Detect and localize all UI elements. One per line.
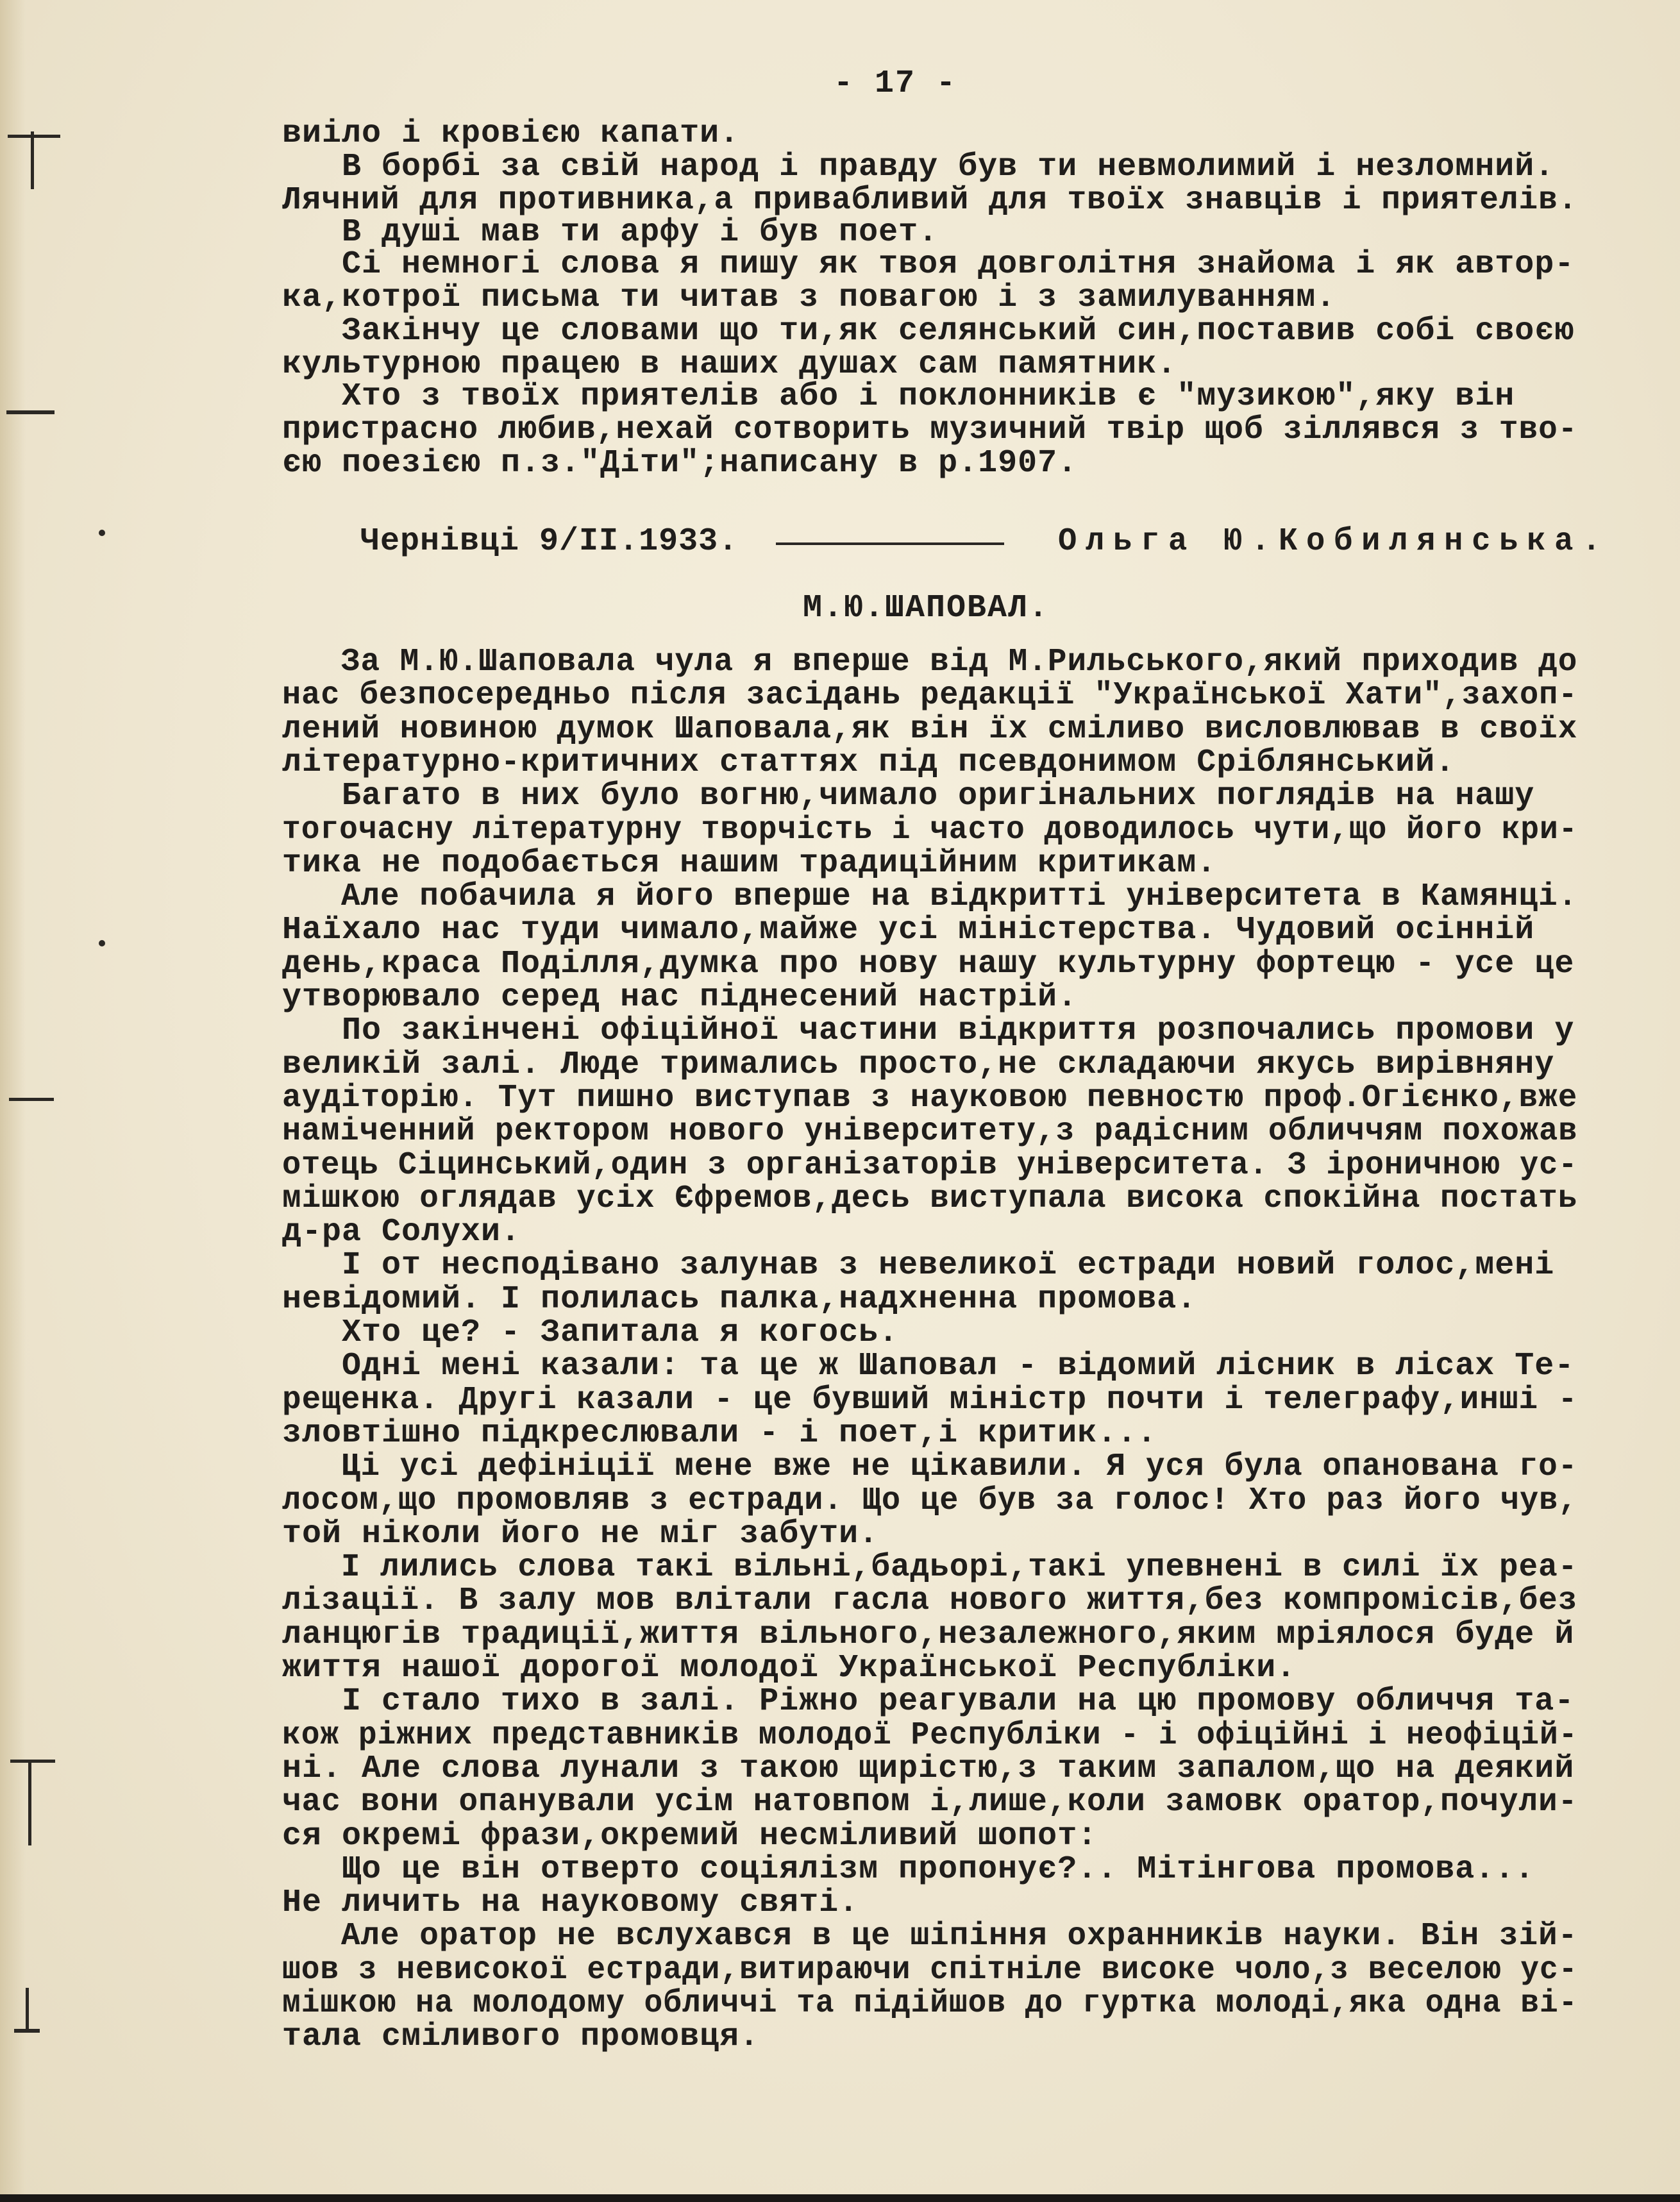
text-line: лосом,що промовляв з естради. Що це був за голос! Хто раз його чув,: [282, 1483, 1578, 1519]
binder-mark-top: [8, 135, 60, 138]
text-line: тика не подобається нашим традиційним критикам.: [282, 845, 1217, 882]
text-line: наміченний ректором нового університету,з радісним обличчям похожав: [282, 1113, 1578, 1150]
text-line: В борбі за свій народ і правду був ти невмолимий і незломний.: [282, 149, 1555, 185]
text-line: Не личить на науковому святі.: [282, 1885, 859, 1921]
binder-mark-3: [9, 1098, 54, 1101]
text-line: Одні мені казали: та це ж Шаповал - відомий лісник в лісах Те-: [282, 1348, 1575, 1384]
text-line: великій залі. Люде трималиcь просто,не складаючи якусь вирівняну: [282, 1046, 1555, 1083]
text-line: утворювало серед нас піднесений настрій.: [282, 979, 1078, 1016]
text-line: єю поезією п.з."Діти";написану в р.1907.: [282, 445, 1078, 482]
text-line: культурною працею в наших душах сам памятник.: [282, 346, 1177, 383]
text-line: лізації. В залу мов влітали гасла нового життя,без компромісів,без: [282, 1583, 1578, 1619]
text-line: Сі немногі слова я пишу як твоя довголітня знайома і як автор-: [282, 246, 1575, 283]
text-line: виіло і кровією капати.: [282, 115, 740, 152]
ink-speck: [99, 940, 105, 946]
text-line: В душі мав ти арфу і був поет.: [282, 214, 939, 251]
text-line: отець Сіцинський,один з організаторів університета. З іроничною ус-: [282, 1147, 1578, 1184]
text-line: Лячний для противника,а привабливий для твоїх знавців і приятелів.: [282, 182, 1578, 219]
text-line: літературно-критичних статтях під псевдонимом Сріблянський.: [282, 744, 1456, 781]
binder-mark-top-stem: [31, 131, 34, 189]
text-line: нас безпосередньо після засідань редакції "Української Хати",захоп-: [282, 677, 1578, 714]
text-line: лений новиною думок Шаповала,як він їх сміливо висловлював в своїх: [282, 711, 1578, 748]
signature-dash-rule: [776, 542, 1004, 545]
scan-bottom-edge: [0, 2194, 1680, 2202]
text-line: Багато в них було вогню,чимало оригінальних поглядів на нашу: [282, 778, 1535, 814]
text-line: Ці усі дефініції мене вже не цікавили. Я уся була опанована го-: [282, 1449, 1578, 1485]
text-line: Хто з твоїх приятелів або і поклонників є "музикою",яку він: [282, 378, 1515, 415]
text-line: ні. Але слова лунали з такою щирістю,з таким запалом,що на деякий: [282, 1751, 1575, 1787]
text-line: день,краса Поділля,думка про нову нашу культурну фортецю - усе це: [282, 946, 1575, 982]
text-line: ка,котрої письма ти читав з повагою і з замилуванням.: [282, 280, 1336, 316]
text-line: ся окремі фрази,окремий несміливий шопот:: [282, 1818, 1098, 1854]
text-line: тогочасну літературну творчість і часто доводилось чути,що його кри-: [282, 812, 1578, 848]
text-line: Наїхало нас туди чимало,майже усі міністерства. Чудовий осінній: [282, 912, 1535, 948]
binder-mark-5-stem: [26, 1988, 29, 2031]
page-number: - 17 -: [834, 65, 957, 102]
text-line: І лились слова такі вільні,бадьорі,такі упевнені в силі їх реа-: [282, 1549, 1578, 1586]
text-line: ланцюгів традиції,життя вільного,незалежного,яким мріялося буде й: [282, 1617, 1575, 1653]
signature-place-date: Чернівці 9/ІІ.1933.: [360, 523, 739, 560]
text-line: д-ра Солухи.: [282, 1214, 521, 1250]
text-line: мішкою на молодому обличчі та підійшов до гуртка молоді,яка одна ві-: [282, 1985, 1578, 2022]
text-line: аудіторію. Тут пишно виступав з науковою певностю проф.Огієнко,вже: [282, 1080, 1578, 1116]
text-line: мішкою оглядав усіх Єфремов,десь виступала висока спокійна постать: [282, 1181, 1578, 1217]
text-line: пристрасно любив,нехай сотворить музичний твір щоб зіллявся з тво-: [282, 412, 1578, 448]
binder-mark-4: [10, 1760, 55, 1763]
text-line: Що це він отверто соціялізм пропонує?.. Мітінгова промова...: [282, 1851, 1535, 1888]
text-line: По закінчені офіційної частини відкриття розпочались промови у: [282, 1013, 1575, 1049]
text-line: Але побачила я його вперше на відкритті університета в Камянці.: [282, 878, 1578, 915]
signature-name: Ольга Ю.Кобилянська.: [1058, 523, 1610, 560]
text-line: зловтішно підкреслювали - і поет,і критик...: [282, 1415, 1157, 1452]
text-line: час вони опанували усім натовпом і,лише,коли замовк оратор,почули-: [282, 1784, 1578, 1820]
binder-mark-2: [6, 410, 55, 414]
text-line: Але оратор не вслухався в це шіпіння охранників науки. Він зій-: [282, 1918, 1578, 1954]
text-line: За М.Ю.Шаповала чула я вперше від М.Рильського,який приходив до: [282, 644, 1578, 680]
text-line: І стало тихо в залі. Ріжно реагували на цю промову обличчя та-: [282, 1683, 1575, 1720]
section-heading: М.Ю.ШАПОВАЛ.: [803, 590, 1050, 626]
text-line: рещенка. Другі казали - це бувший міністр почти і телеграфу,инші -: [282, 1382, 1578, 1418]
text-line: невідомий. І полилась палка,надхненна промова.: [282, 1281, 1197, 1318]
ink-speck: [99, 530, 105, 536]
binder-mark-4-stem: [28, 1762, 31, 1845]
text-line: І от несподівано залунав з невеликої естради новий голос,мені: [282, 1247, 1555, 1284]
text-line: шов з невисокої естради,витираючи спітніле високе чоло,з веселою ус-: [282, 1952, 1578, 1988]
text-line: той ніколи його не міг забути.: [282, 1516, 879, 1552]
text-line: життя нашої дорогої молодої Української Республіки.: [282, 1650, 1297, 1686]
text-line: тала сміливого промовця.: [282, 2019, 760, 2055]
text-line: Хто це? - Запитала я когось.: [282, 1315, 899, 1351]
paper-edge-shadow: [0, 0, 26, 2202]
text-line: кож ріжних представників молодої Республіки - і офіційні і неофіцій-: [282, 1717, 1578, 1754]
text-line: Закінчу це словами що ти,як селянський син,поставив собі своєю: [282, 313, 1575, 349]
